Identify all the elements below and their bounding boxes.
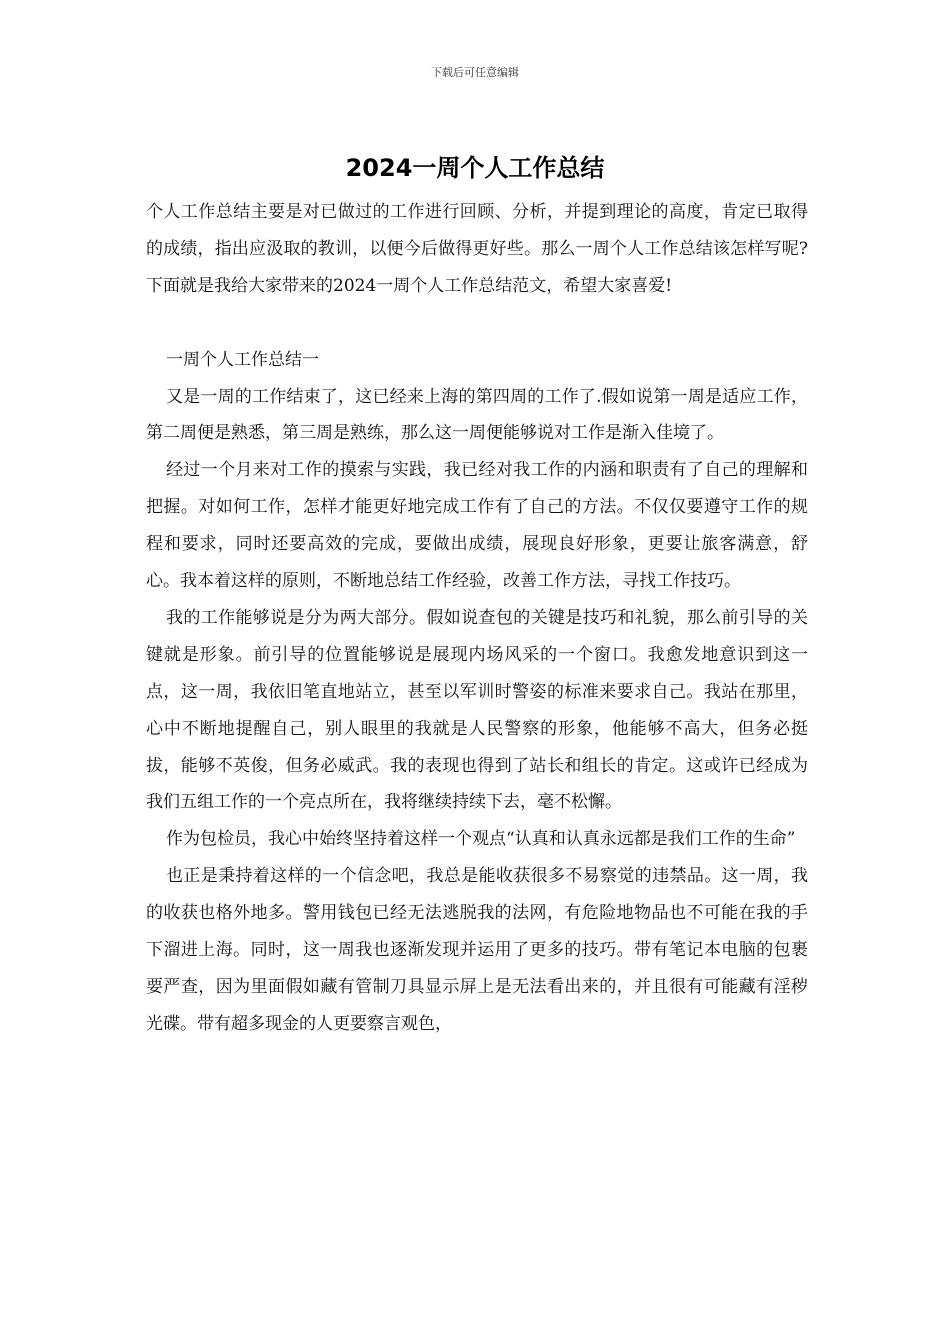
intro-paragraph: 个人工作总结主要是对已做过的工作进行回顾、分析，并提到理论的高度，肯定已取得的成绩，指出应汲取的教训，以便今后做得更好些。那么一周个人工作总结该怎样写呢?下面就是我给大家带来的2024一周个人工作总结范文，希望大家喜爱! [146,202,808,296]
section-heading: 一周个人工作总结一 [166,349,319,370]
document-body [146,194,808,1043]
header-note: 下载后可任意编辑 [431,66,519,79]
body-paragraph: 作为包检员，我心中始终坚持着这样一个观点“认真和认真永远都是我们工作的生命” [166,829,796,850]
body-paragraph: 我的工作能够说是分为两大部分。假如说查包的关键是技巧和礼貌，那么前引导的关键就是形象。前引导的位置能够说是展现内场风采的一个窗口。我愈发地意识到这一点，这一周，我依旧笔直地站立，甚至以军训时警姿的标准来要求自己。我站在那里，心中不断地提醒自己，别人眼里的我就是人民警察的形象，他能够不高大，但务必挺拔，能够不英俊，但务必威武。我的表现也得到了站长和组长的肯定。这或许已经成为我们五组工作的一个亮点所在，我将继续持续下去，毫不松懈。 [146,607,808,813]
body-paragraph: 又是一周的工作结束了，这已经来上海的第四周的工作了.假如说第一周是适应工作，第二周便是熟悉，第三周是熟练，那么这一周便能够说对工作是渐入佳境了。 [146,386,808,444]
body-paragraph: 也正是秉持着这样的一个信念吧，我总是能收获很多不易察觉的违禁品。这一周，我的收获也格外地多。警用钱包已经无法逃脱我的法网，有危险地物品也不可能在我的手下溜进上海。同时，这一周我也逐渐发现并运用了更多的技巧。带有笔记本电脑的包裹要严查，因为里面假如藏有管制刀具显示屏上是无法看出来的，并且很有可能藏有淫秽光碟。带有超多现金的人更要察言观色， [146,866,808,1034]
document-title: 2024一周个人工作总结 [345,154,605,182]
body-paragraph: 经过一个月来对工作的摸索与实践，我已经对我工作的内涵和职责有了自己的理解和把握。对如何工作，怎样才能更好地完成工作有了自己的方法。不仅仅要遵守工作的规程和要求，同时还要高效的完成，要做出成绩，展现良好形象，更要让旅客满意，舒心。我本着这样的原则，不断地总结工作经验，改善工作方法，寻找工作技巧。 [146,460,808,592]
